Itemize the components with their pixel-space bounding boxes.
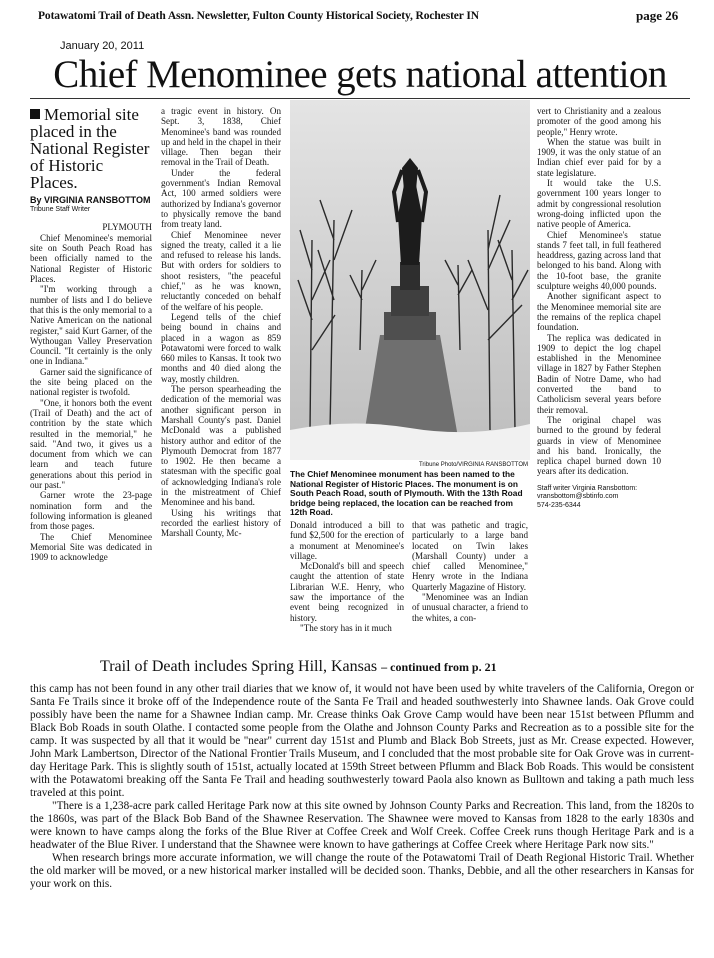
paragraph: that was pathetic and tragic, particularly to a large band located on Twin lakes (Marshall County) under a chief called Menominee," Henry wrote in the Indiana Quarterly Magazine of History. — [412, 520, 528, 592]
paragraph: Donald introduced a bill to fund $2,500 for the erection of a monument at Menominee's village. — [290, 520, 404, 561]
article-headline: Chief Menominee gets national attention — [53, 53, 667, 96]
article-kicker: Memorial site placed in the National Register of Historic Places. — [30, 105, 150, 192]
paragraph: The Chief Menominee Memorial Site was dedicated in 1909 to acknowledge — [30, 531, 152, 563]
article-column-2 — [161, 106, 281, 538]
paragraph: When the statue was built in 1909, it was the only statue of an Indian chief ever paid for by a state legislature. — [537, 136, 661, 178]
article-column-5 — [537, 106, 661, 510]
paragraph: vert to Christianity and a zealous promoter of the good among his people," Henry wrote. — [537, 106, 661, 137]
newsletter-header: Potawatomi Trail of Death Assn. Newsletter, Fulton County Historical Society, Rochester IN — [38, 10, 479, 22]
paragraph: Chief Menominee's statue stands 7 feet tall, in full feathered headdress, gazing across land that belonged to his band. Along with the 10-foot base, the granite sculpture weighs 40,000 pounds. — [537, 229, 661, 292]
paragraph: "One, it honors both the event (Trail of Death) and the act of contrition by the state which resulted in the memorial," he said. "And two, it gives us a document from which we can learn and teach future generations about this period in our past." — [30, 397, 152, 491]
paragraph: "The story has in it much — [300, 622, 392, 633]
byline-title: Tribune Staff Writer — [30, 206, 91, 214]
article-column-3 — [290, 520, 404, 633]
monument-photo — [290, 100, 530, 460]
paragraph: Legend tells of the chief being bound in chains and placed in a wagon as 859 Potawatomi were forced to walk 660 miles to Kansas. It took two months and 40 died along the way, mostly children. — [161, 311, 281, 384]
paragraph: a tragic event in history. On Sept. 3, 1838, Chief Menominee's band was rounded up and held in the chapel in their village. Then began their removal in the Trail of Death. — [161, 106, 281, 168]
paragraph: this camp has not been found in any other trail diaries that we know of, it would not have been used by white travelers of the California, Oregon or Santa Fe Trails since it broke off of the Independence route of the Santa Fe Trail and headed southwesterly into Shawnee lands. Oak Grove could possibly have been the name for a Shawnee Indian camp. Mr. Crease thinks Oak Grove Camp would have been near 151st between Pflumm and Black Bob Roads in south Olathe. I contacted some people from the Olathe and Johnson County Parks and Recreation as to a possible site for the camp. It was suspected by all that it would be "near" current day 151st and Plumb and Black Bob Streets, just as Mr. Crease expected. However, John Mark Lambertson, Director of the National Frontier Trails Museum, and I concluded that the most probable site for Oak Grove was in current-day Heritage Park. This is slightly south of 151st, actually located at 159th Street between Pflumm and Black Bob Roads. This would be consistent with the Potawatomi breaking off the Santa Fe Trail and heading southwesterly toward Paola also known as Bulltown and taking a path much less traveled at this point. — [30, 683, 694, 799]
monument-photo-drawing — [290, 100, 530, 460]
paragraph: Chief Menominee never signed the treaty, called it a lie and refused to release his lands. But with orders for soldiers to shoot resisters, "the peaceful chief," as he was known, reluctantly conceded on behalf of the welfare of his people. — [161, 229, 281, 312]
paragraph: Garner wrote the 23-page nomination form and the following information is gleaned from those pages. — [30, 490, 152, 532]
article-column-1 — [30, 106, 152, 562]
paragraph: The replica was dedicated in 1909 to depict the log chapel established in the Menominee village in 1827 by Father Stephen Badin of Notre Dame, who had converted the band to Catholicism several years before their removal. — [537, 332, 661, 415]
article-column-4 — [412, 520, 528, 623]
bullet-square-icon — [30, 109, 40, 119]
section-body — [30, 683, 694, 891]
paragraph: Garner said the significance of the site being placed on the national register is twofold. — [30, 366, 152, 398]
paragraph: "Menominee was an Indian of unusual character, a friend to the whites, a con- — [412, 592, 528, 623]
photo-credit: Tribune Photo/VIRGINIA RANSBOTTOM — [418, 462, 528, 468]
paragraph: Using his writings that recorded the earliest history of Marshall County, Mc- — [161, 507, 281, 539]
paragraph: Under the federal government's Indian Removal Act, 100 armed soldiers were authorized by Indiana's governor to physically remove the band from treaty land. — [161, 167, 281, 230]
newspaper-clipping — [30, 40, 690, 650]
article-date: January 20, 2011 — [60, 40, 145, 52]
photo-caption: The Chief Menominee monument has been named to the National Register of Historic Places. The monument is on South Peach Road, south of Plymouth. With the 13th Road bridge being replaced, the location can be reached from 12th Road. — [290, 469, 523, 518]
writer-contact: Staff writer Virginia Ransbottom: vransbottom@sbtinfo.com 574-235-6344 — [537, 484, 638, 509]
paragraph: When research brings more accurate information, we will change the route of the Potawatomi Trail of Death Regional Historic Trail. Whether the old marker will be moved, or a new historical marker installed will be decided soon. Thanks, Debbie, and all the other researchers in Kansas for your work on this. — [30, 852, 694, 890]
article-dateline: PLYMOUTH — [102, 221, 152, 232]
paragraph: McDonald's bill and speech caught the attention of state Librarian W.E. Henry, who saw the importance of the event being recognized in history. — [290, 561, 404, 623]
paragraph: "I'm working through a number of lists and I do believe that this is the only memorial to a Native American on the national register," said Kurt Garner, of the Wythougan Valley Preservation Council. "It certainly is the only one in Indiana." — [30, 284, 152, 367]
section-title: Trail of Death includes Spring Hill, Kansas — [100, 658, 378, 675]
paragraph: Chief Menominee's memorial site on South Peach Road has been officially named to the National Register of Historic Places. — [30, 232, 152, 285]
paragraph: It would take the U.S. government 100 years longer to admit by congressional resolution wrong-doing inflicted upon the native people of America. — [537, 178, 661, 230]
paragraph: "There is a 1,238-acre park called Heritage Park now at this site owned by Johnson County Parks and Recreation. This land, from the 1820s to the 1860s, was part of the Black Bob Band of the Shawnee Reservation. The Shawnee were moved to Kansas from 1828 to the early 1830s and were known to have camps along the forks of the Blue River at Coffee Creek and Wolf Creek. Coffee Creek runs though Heritage Park and is a headwater of the Blue River. I understand that the Shawnee were known to have gatherings at Coffee Creek where Heritage Park now sits." — [30, 800, 694, 851]
paragraph: The original chapel was burned to the ground by federal guards in view of Menominee and his band. Ironically, the replica chapel burned down 10 years after its dedication. — [537, 414, 661, 477]
continued-note: – continued from p. 21 — [381, 660, 497, 674]
page-number: page 26 — [636, 8, 679, 23]
paragraph: The person spearheading the dedication of the memorial was another significant person in Marshall County's past. Daniel McDonald was a published history author and editor of the Plymouth Democrat from 1877 to 1902. He then became a statesman with the specific goal of acknowledging Indiana's role in the mistreatment of Chief Menominee and his band. — [161, 384, 281, 508]
article-byline: By VIRGINIA RANSBOTTOM — [30, 195, 151, 205]
paragraph: Another significant aspect to the Menominee memorial site are the remains of the replica chapel foundation. — [537, 291, 661, 333]
section-heading — [100, 658, 497, 676]
headline-rule — [30, 98, 690, 99]
